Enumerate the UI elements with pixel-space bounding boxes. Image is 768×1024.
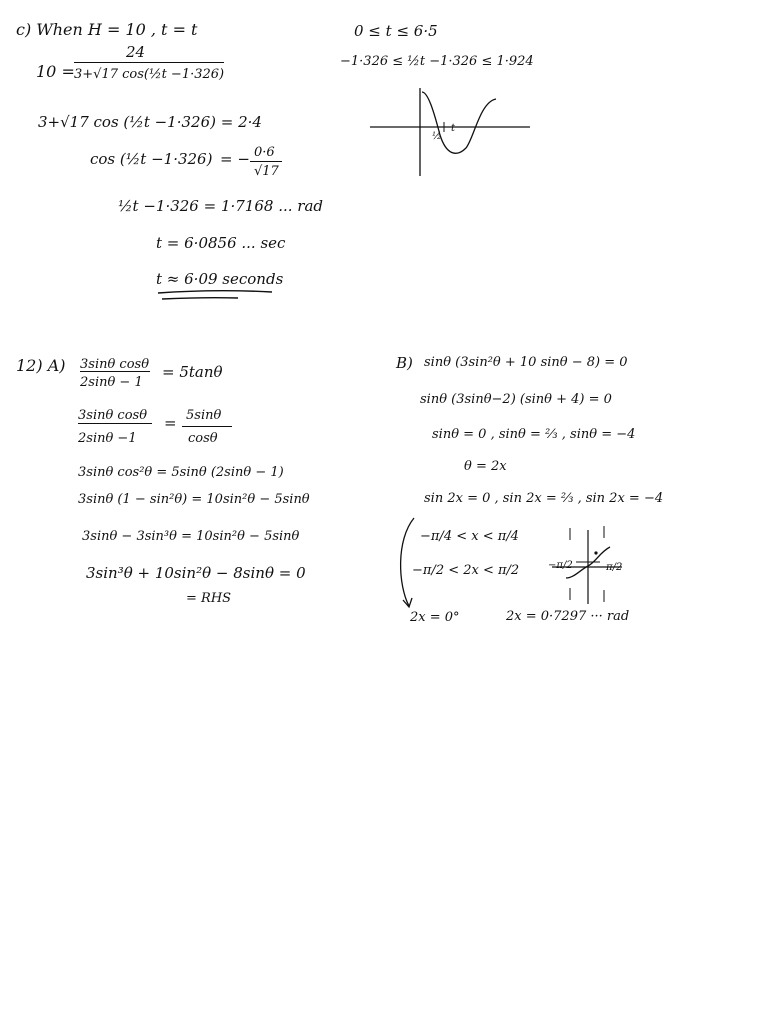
eq4: ½t −1·326 = 1·7168 ... rad: [118, 197, 323, 215]
q12b-l3: sinθ = 0 , sinθ = ⅔ , sinθ = −4: [432, 427, 636, 442]
q12b-graph-left-label: −π/2: [548, 560, 573, 571]
eq1-denominator: 3+√17 cos(½t −1·326): [74, 67, 225, 82]
eq3-numerator: 0·6: [254, 145, 275, 160]
q12b-l1: sinθ (3sin²θ + 10 sinθ − 8) = 0: [424, 355, 628, 370]
eq3-equals: = −: [220, 150, 250, 168]
q12b-label: B): [396, 354, 413, 372]
final-answer: t ≈ 6·09 seconds: [156, 270, 284, 288]
q12b-l2: sinθ (3sinθ−2) (sinθ + 4) = 0: [420, 392, 612, 407]
q12a-l2-num: 3sinθ cosθ: [78, 408, 148, 423]
q12a-l2-equals: =: [164, 414, 177, 432]
eq1-numerator: 24: [126, 43, 146, 61]
graph-label-half: ½: [432, 131, 442, 142]
q12a-l4: 3sinθ (1 − sin²θ) = 10sin²θ − 5sinθ: [78, 492, 310, 507]
graph-label-t: t: [451, 123, 456, 134]
q12b-l8: 2x = 0°: [410, 610, 460, 625]
q12b-l6: −π/4 < x < π/4: [420, 529, 519, 544]
q12a-l1-den: 2sinθ − 1: [80, 375, 143, 390]
q12a-label: 12) A): [16, 356, 66, 375]
q12a-l2-rhs-num: 5sinθ: [186, 408, 222, 423]
q12a-l2-den: 2sinθ −1: [78, 431, 137, 446]
q12a-l2-rhs-den: cosθ: [188, 431, 218, 446]
q12a-l7: = RHS: [186, 591, 232, 606]
eq3-denominator: √17: [254, 164, 279, 179]
q12b-graph-right-label: π/2: [606, 562, 623, 573]
q12b-l7: −π/2 < 2x < π/2: [412, 563, 520, 578]
eq1-lhs: 10 =: [36, 62, 75, 81]
q12b-l5: sin 2x = 0 , sin 2x = ⅔ , sin 2x = −4: [424, 491, 664, 506]
eq3-lhs: cos (½t −1·326): [90, 150, 213, 168]
q12b-l9: 2x = 0·7297 ··· rad: [506, 609, 630, 624]
q12a-l5: 3sinθ − 3sin³θ = 10sin²θ − 5sinθ: [82, 529, 300, 544]
eq2: 3+√17 cos (½t −1·326) = 2·4: [38, 113, 262, 131]
eq5: t = 6·0856 ... sec: [156, 234, 286, 252]
q12b-l4: θ = 2x: [464, 459, 507, 474]
part-c-heading: c) When H = 10 , t = t: [16, 20, 198, 39]
q12a-l3: 3sinθ cos²θ = 5sinθ (2sinθ − 1): [78, 465, 284, 480]
q12a-l1-num: 3sinθ cosθ: [80, 357, 150, 372]
range-inequality: −1·326 ≤ ½t −1·326 ≤ 1·924: [340, 54, 534, 69]
domain-inequality: 0 ≤ t ≤ 6·5: [354, 22, 438, 40]
q12a-l6: 3sin³θ + 10sin²θ − 8sinθ = 0: [86, 564, 306, 582]
q12a-l1-rhs: = 5tanθ: [162, 363, 223, 381]
